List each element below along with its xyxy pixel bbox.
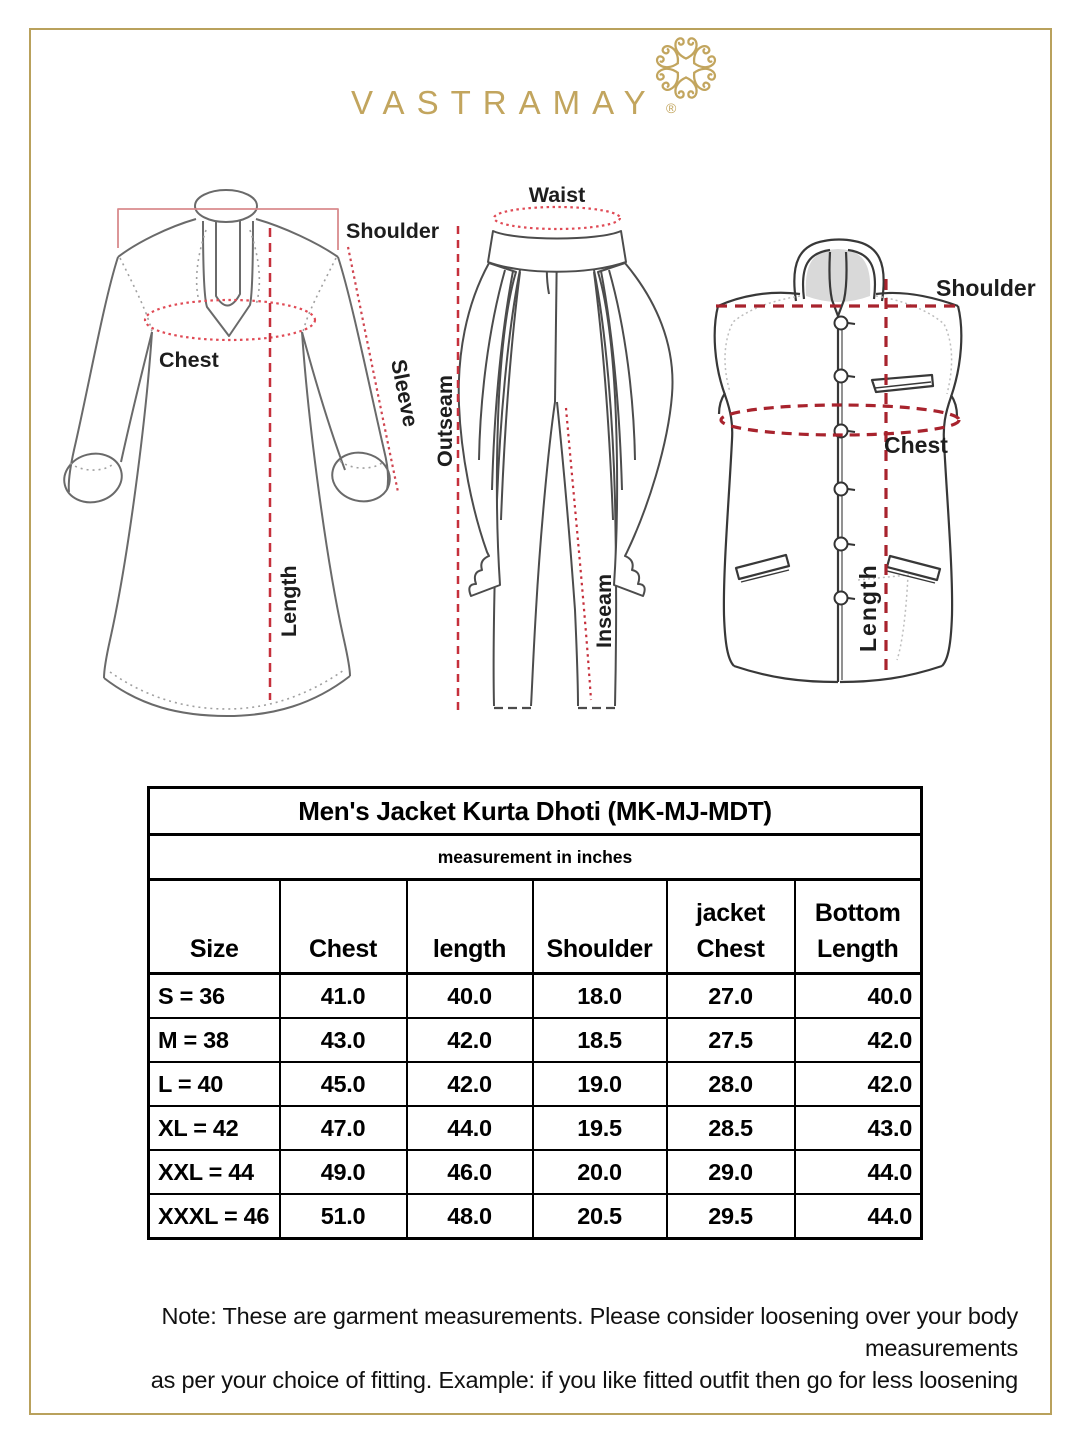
table-row: [149, 974, 922, 1019]
table-title: Men's Jacket Kurta Dhoti (MK-MJ-MDT): [149, 788, 922, 835]
table-row: [149, 1018, 922, 1062]
dhoti-drawing: [458, 207, 673, 712]
size-cell: XL = 42: [149, 1106, 280, 1150]
jacket-chest-cell: 28.0: [667, 1062, 795, 1106]
note-line-2: as per your choice of fitting. Example: if you like fitted outfit then go for less loosening: [150, 1367, 1018, 1393]
col-header-jacket-chest: jacket Chest: [667, 880, 795, 974]
col-header-size: Size: [149, 880, 280, 974]
table-row: [149, 1106, 922, 1150]
bottom-length-cell: 43.0: [795, 1106, 922, 1150]
length-cell: 48.0: [407, 1194, 533, 1239]
chest-cell: 41.0: [280, 974, 407, 1019]
table-subtitle: measurement in inches: [149, 835, 922, 880]
jacket-chest-label: Chest: [884, 432, 948, 458]
jacket-length-label: Length: [855, 563, 881, 652]
size-cell: XXXL = 46: [149, 1194, 280, 1239]
col-header-bottom-length: Bottom Length: [795, 880, 922, 974]
bottom-length-cell: 40.0: [795, 974, 922, 1019]
chest-cell: 45.0: [280, 1062, 407, 1106]
col-header-length: length: [407, 880, 533, 974]
brand-wordmark: VASTRAMAY: [351, 84, 658, 121]
registered-trademark-icon: ®: [666, 100, 677, 116]
table-row: [149, 1150, 922, 1194]
length-cell: 42.0: [407, 1062, 533, 1106]
length-cell: 46.0: [407, 1150, 533, 1194]
chest-cell: 43.0: [280, 1018, 407, 1062]
kurta-length-label: Length: [277, 565, 301, 637]
kurta-chest-label: Chest: [159, 348, 219, 372]
shoulder-cell: 18.5: [533, 1018, 667, 1062]
jacket-shoulder-label: Shoulder: [936, 275, 1036, 301]
length-cell: 44.0: [407, 1106, 533, 1150]
bottom-length-cell: 42.0: [795, 1018, 922, 1062]
col-header-shoulder: Shoulder: [533, 880, 667, 974]
jacket-chest-cell: 28.5: [667, 1106, 795, 1150]
jacket-chest-cell: 29.5: [667, 1194, 795, 1239]
table-row: [149, 1062, 922, 1106]
measurement-note: [40, 1300, 1018, 1396]
shoulder-cell: 19.5: [533, 1106, 667, 1150]
chest-cell: 51.0: [280, 1194, 407, 1239]
dhoti-waist-label: Waist: [528, 183, 586, 207]
chest-cell: 49.0: [280, 1150, 407, 1194]
length-cell: 42.0: [407, 1018, 533, 1062]
size-chart-table: [147, 786, 923, 1240]
bottom-length-cell: 44.0: [795, 1194, 922, 1239]
table-header-row: [149, 880, 922, 974]
jacket-chest-cell: 27.0: [667, 974, 795, 1019]
bottom-length-cell: 42.0: [795, 1062, 922, 1106]
shoulder-cell: 20.5: [533, 1194, 667, 1239]
dhoti-outseam-label: Outseam: [433, 374, 457, 467]
table-subtitle-row: [149, 835, 922, 880]
length-cell: 40.0: [407, 974, 533, 1019]
dhoti-inseam-label: Inseam: [592, 573, 616, 648]
chest-cell: 47.0: [280, 1106, 407, 1150]
brand-ornament-icon: [648, 30, 724, 106]
jacket-chest-cell: 27.5: [667, 1018, 795, 1062]
size-cell: S = 36: [149, 974, 280, 1019]
measurement-diagrams: [40, 165, 1050, 765]
bottom-length-cell: 44.0: [795, 1150, 922, 1194]
jacket-chest-cell: 29.0: [667, 1150, 795, 1194]
size-cell: L = 40: [149, 1062, 280, 1106]
shoulder-cell: 20.0: [533, 1150, 667, 1194]
note-line-1: Note: These are garment measurements. Please consider loosening over your body measurements: [161, 1303, 1018, 1361]
kurta-shoulder-label: Shoulder: [346, 219, 440, 243]
kurta-sleeve-label: Sleeve: [386, 357, 423, 429]
shoulder-cell: 19.0: [533, 1062, 667, 1106]
size-cell: XXL = 44: [149, 1150, 280, 1194]
table-row: [149, 1194, 922, 1239]
jacket-drawing: [715, 240, 962, 683]
col-header-chest: Chest: [280, 880, 407, 974]
size-cell: M = 38: [149, 1018, 280, 1062]
kurta-drawing: [59, 190, 398, 716]
shoulder-cell: 18.0: [533, 974, 667, 1019]
table-title-row: [149, 788, 922, 835]
